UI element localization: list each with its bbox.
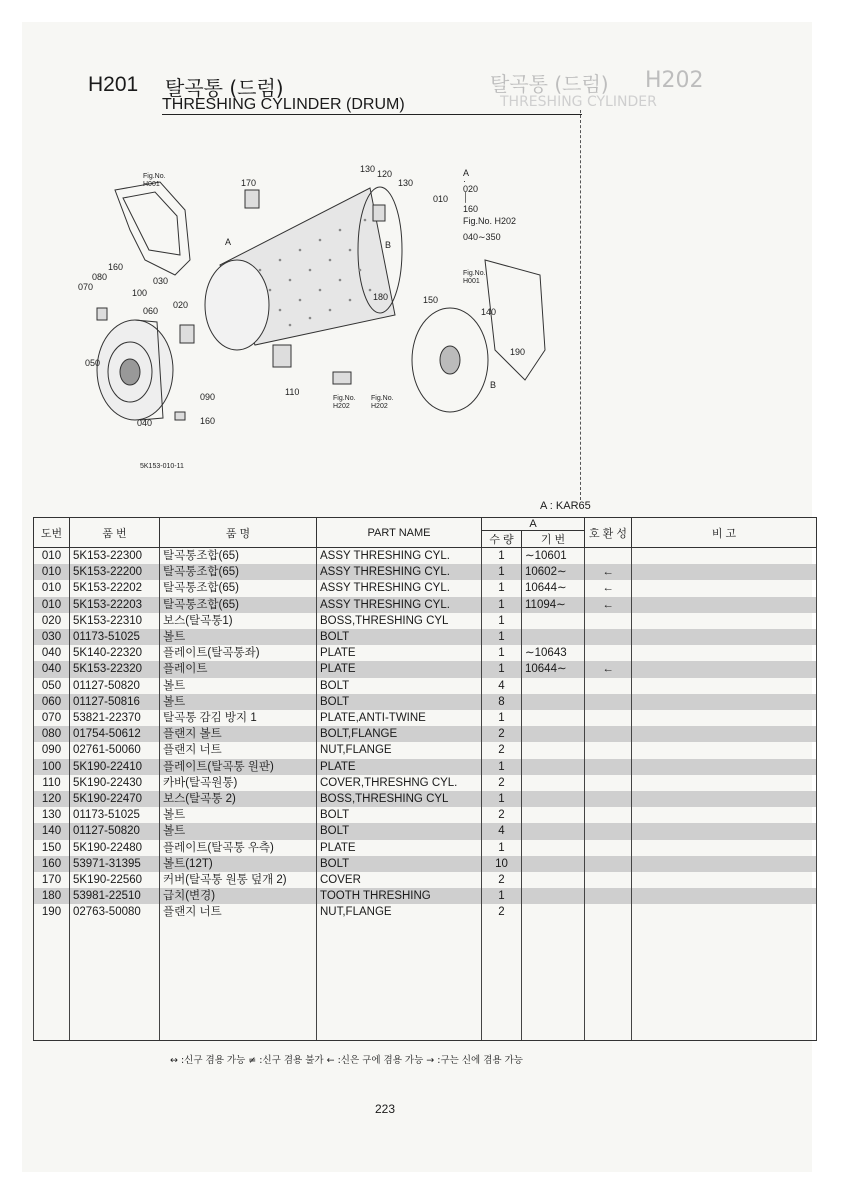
cell-qty: 1	[482, 564, 522, 580]
cell-part-name: BOLT	[317, 629, 482, 645]
label-160b: 160	[200, 416, 216, 426]
callout-figref: Fig.No. H202	[463, 216, 517, 226]
cell-no: 170	[34, 872, 70, 888]
cell-qty: 4	[482, 678, 522, 694]
cell-base: ∼10643	[522, 645, 585, 661]
cell-base	[522, 872, 585, 888]
cell-name-ko: 볼트(12T)	[160, 856, 317, 872]
cell-part-no: 53821-22370	[70, 710, 160, 726]
cell-qty: 2	[482, 904, 522, 920]
table-row	[34, 807, 817, 823]
cell-qty: 2	[482, 775, 522, 791]
cell-interchange	[585, 791, 632, 807]
cell-remarks	[632, 661, 817, 677]
cell-base	[522, 742, 585, 758]
cell-name-ko: 탈곡통조합(65)	[160, 564, 317, 580]
label-040: 040	[137, 418, 153, 428]
cell-name-ko: 플레이트(탈곡통 우측)	[160, 840, 317, 856]
table-row	[34, 548, 817, 565]
cell-no: 120	[34, 791, 70, 807]
cell-interchange	[585, 872, 632, 888]
label-030: 030	[153, 276, 169, 286]
callout-020: 020	[463, 184, 479, 194]
label-110: 110	[285, 387, 300, 397]
cell-part-no: 02763-50080	[70, 904, 160, 920]
cell-part-name: ASSY THRESHING CYL.	[317, 564, 482, 580]
table-row	[34, 629, 817, 645]
cell-interchange	[585, 742, 632, 758]
cell-remarks	[632, 904, 817, 920]
cell-part-name: BOLT,FLANGE	[317, 726, 482, 742]
table-row	[34, 661, 817, 677]
cell-part-no: 5K153-22300	[70, 548, 160, 565]
cell-name-ko: 플랜지 너트	[160, 904, 317, 920]
cell-interchange	[585, 548, 632, 565]
cell-part-name: PLATE	[317, 645, 482, 661]
left-frame-bracket	[115, 182, 190, 275]
cell-base	[522, 791, 585, 807]
cell-name-ko: 플랜지 볼트	[160, 726, 317, 742]
cell-interchange	[585, 904, 632, 920]
label-170: 170	[241, 178, 257, 188]
cell-base	[522, 840, 585, 856]
cell-name-ko: 볼트	[160, 678, 317, 694]
figref-1-code: H001	[143, 181, 160, 188]
header-group-a: A	[482, 518, 585, 531]
cell-qty: 1	[482, 597, 522, 613]
table-empty-space	[34, 921, 817, 1041]
table-row	[34, 726, 817, 742]
cell-no: 010	[34, 564, 70, 580]
cell-part-no: 5K153-22202	[70, 580, 160, 596]
header-interchange: 호 환 성	[585, 518, 632, 548]
cell-qty: 1	[482, 645, 522, 661]
figref-3-code: H202	[333, 403, 350, 410]
label-150: 150	[423, 295, 439, 305]
right-end-disc	[412, 308, 488, 412]
empty-cell	[70, 921, 160, 1041]
cell-qty: 2	[482, 726, 522, 742]
label-070: 070	[78, 282, 94, 292]
cell-qty: 1	[482, 840, 522, 856]
table-row	[34, 580, 817, 596]
cell-no: 140	[34, 823, 70, 839]
model-legend: A : KAR65	[540, 500, 591, 512]
cell-no: 060	[34, 694, 70, 710]
cell-part-name: TOOTH THRESHING	[317, 888, 482, 904]
cell-name-ko: 플레이트(탈곡통좌)	[160, 645, 317, 661]
cell-interchange: ←	[585, 564, 632, 580]
cell-name-ko: 탈곡통조합(65)	[160, 580, 317, 596]
cell-part-no: 5K190-22410	[70, 759, 160, 775]
table-row	[34, 888, 817, 904]
header-qty: 수 량	[482, 531, 522, 548]
cell-remarks	[632, 840, 817, 856]
cell-name-ko: 커버(탈곡통 원통 덮개 2)	[160, 872, 317, 888]
cell-name-ko: 보스(탈곡통 2)	[160, 791, 317, 807]
cell-part-no: 53981-22510	[70, 888, 160, 904]
bleed-through-title: 탈곡통 (드럼)	[490, 72, 609, 96]
label-080: 080	[92, 272, 108, 282]
cell-part-no: 5K153-22200	[70, 564, 160, 580]
cell-no: 150	[34, 840, 70, 856]
empty-cell	[317, 921, 482, 1041]
cell-part-name: ASSY THRESHING CYL.	[317, 580, 482, 596]
callout-dot: ·	[463, 176, 466, 186]
table-row	[34, 613, 817, 629]
cell-remarks	[632, 694, 817, 710]
label-190: 190	[510, 347, 526, 357]
cell-name-ko: 볼트	[160, 694, 317, 710]
table-row	[34, 791, 817, 807]
interchange-legend: ↔ :신구 겸용 가능 ≠ :신구 겸용 불가 ← :신은 구에 겸용 가능 → :구는 신에 겸용 가능	[170, 1055, 523, 1066]
empty-cell	[482, 921, 522, 1041]
section-title-english: THRESHING CYLINDER (DRUM)	[162, 96, 405, 113]
cell-interchange	[585, 856, 632, 872]
cell-part-name: PLATE	[317, 840, 482, 856]
section-title-korean: 탈곡통 (드럼)	[165, 76, 284, 100]
table-row	[34, 840, 817, 856]
callout-bar: │	[463, 192, 469, 202]
cell-remarks	[632, 856, 817, 872]
cell-no: 030	[34, 629, 70, 645]
cell-part-no: 02761-50060	[70, 742, 160, 758]
cell-remarks	[632, 888, 817, 904]
label-060: 060	[143, 306, 159, 316]
label-b2: B	[490, 380, 497, 390]
cell-part-no: 5K190-22480	[70, 840, 160, 856]
cell-interchange	[585, 823, 632, 839]
cell-remarks	[632, 823, 817, 839]
figref-2-code: H001	[463, 278, 480, 285]
empty-cell	[522, 921, 585, 1041]
callout-160: 160	[463, 204, 479, 214]
cell-no: 090	[34, 742, 70, 758]
cell-interchange	[585, 759, 632, 775]
label-160a: 160	[108, 262, 124, 272]
header-no: 도번	[34, 518, 70, 548]
cell-no: 160	[34, 856, 70, 872]
cell-base: 10602∼	[522, 564, 585, 580]
table-row	[34, 710, 817, 726]
empty-cell	[160, 921, 317, 1041]
cell-no: 010	[34, 548, 70, 565]
cell-part-name: BOLT	[317, 694, 482, 710]
table-row	[34, 775, 817, 791]
cell-part-name: PLATE	[317, 759, 482, 775]
table-row	[34, 872, 817, 888]
cell-base	[522, 694, 585, 710]
cell-remarks	[632, 742, 817, 758]
cell-base: ∼10601	[522, 548, 585, 565]
cell-base	[522, 823, 585, 839]
cell-part-no: 5K190-22470	[70, 791, 160, 807]
cell-base: 11094∼	[522, 597, 585, 613]
drawing-code: 5K153-010-11	[140, 463, 184, 470]
cell-interchange	[585, 726, 632, 742]
cell-base: 10644∼	[522, 580, 585, 596]
cell-qty: 1	[482, 548, 522, 565]
cell-no: 080	[34, 726, 70, 742]
cell-interchange: ←	[585, 580, 632, 596]
cell-remarks	[632, 564, 817, 580]
cell-part-no: 5K190-22430	[70, 775, 160, 791]
label-050: 050	[85, 358, 101, 368]
cell-qty: 2	[482, 807, 522, 823]
cell-qty: 2	[482, 742, 522, 758]
cell-qty: 1	[482, 791, 522, 807]
cell-interchange	[585, 710, 632, 726]
cell-part-name: PLATE	[317, 661, 482, 677]
cell-part-no: 01127-50820	[70, 823, 160, 839]
label-180: 180	[373, 292, 389, 302]
cell-part-no: 5K153-22310	[70, 613, 160, 629]
title-underline	[162, 114, 582, 115]
header-name-ko: 품 명	[160, 518, 317, 548]
cell-part-name: NUT,FLANGE	[317, 904, 482, 920]
cell-name-ko: 볼트	[160, 629, 317, 645]
cell-no: 020	[34, 613, 70, 629]
cell-part-no: 01173-51025	[70, 807, 160, 823]
label-130a: 130	[360, 164, 376, 174]
cell-base	[522, 629, 585, 645]
cell-name-ko: 플레이트	[160, 661, 317, 677]
cell-name-ko: 탈곡통조합(65)	[160, 597, 317, 613]
empty-cell	[34, 921, 70, 1041]
cell-remarks	[632, 613, 817, 629]
section-code: H201	[88, 73, 139, 96]
cell-part-name: ASSY THRESHING CYL.	[317, 548, 482, 565]
cell-name-ko: 탈곡통조합(65)	[160, 548, 317, 565]
table-row	[34, 694, 817, 710]
callout-010: 010	[433, 194, 449, 204]
cell-name-ko: 플레이트(탈곡통 원판)	[160, 759, 317, 775]
cell-base	[522, 904, 585, 920]
cell-qty: 1	[482, 710, 522, 726]
cell-no: 050	[34, 678, 70, 694]
cell-interchange	[585, 807, 632, 823]
cell-remarks	[632, 597, 817, 613]
header-base: 기 번	[522, 531, 585, 548]
label-130b: 130	[398, 178, 414, 188]
cell-name-ko: 플랜지 너트	[160, 742, 317, 758]
cell-qty: 1	[482, 613, 522, 629]
empty-cell	[585, 921, 632, 1041]
cell-no: 180	[34, 888, 70, 904]
cell-name-ko: 카바(탈곡원통)	[160, 775, 317, 791]
cell-remarks	[632, 580, 817, 596]
cell-part-name: COVER	[317, 872, 482, 888]
label-120: 120	[377, 169, 393, 179]
cell-interchange	[585, 888, 632, 904]
cell-base	[522, 888, 585, 904]
cell-part-no: 01754-50612	[70, 726, 160, 742]
cell-remarks	[632, 645, 817, 661]
cell-qty: 1	[482, 629, 522, 645]
cell-base	[522, 726, 585, 742]
figref-3-label: Fig.No.	[333, 395, 356, 402]
bleed-through-code: H202	[645, 68, 704, 93]
cell-name-ko: 탈곡통 감김 방지 1	[160, 710, 317, 726]
cell-part-no: 5K190-22560	[70, 872, 160, 888]
parts-table	[33, 517, 817, 1041]
table-row	[34, 904, 817, 920]
cell-interchange	[585, 840, 632, 856]
cell-qty: 1	[482, 580, 522, 596]
table-row	[34, 856, 817, 872]
cell-part-no: 53971-31395	[70, 856, 160, 872]
cell-no: 040	[34, 645, 70, 661]
cell-part-no: 01127-50816	[70, 694, 160, 710]
cell-base	[522, 710, 585, 726]
cell-part-no: 01127-50820	[70, 678, 160, 694]
cell-remarks	[632, 726, 817, 742]
header-part-no: 품 번	[70, 518, 160, 548]
cell-remarks	[632, 759, 817, 775]
table-row	[34, 597, 817, 613]
label-020: 020	[173, 300, 189, 310]
cell-part-no: 01173-51025	[70, 629, 160, 645]
cell-part-name: PLATE,ANTI-TWINE	[317, 710, 482, 726]
exploded-parts-diagram	[45, 150, 585, 480]
cell-qty: 1	[482, 661, 522, 677]
table-row	[34, 564, 817, 580]
cell-name-ko: 볼트	[160, 823, 317, 839]
callout-a: A	[463, 168, 470, 178]
cell-qty: 2	[482, 872, 522, 888]
cell-remarks	[632, 775, 817, 791]
cell-no: 190	[34, 904, 70, 920]
cell-base	[522, 613, 585, 629]
cell-base	[522, 775, 585, 791]
cell-part-name: COVER,THRESHNG CYL.	[317, 775, 482, 791]
label-140: 140	[481, 307, 497, 317]
cell-part-name: BOLT	[317, 823, 482, 839]
table-row	[34, 742, 817, 758]
cell-part-name: BOSS,THRESHING CYL	[317, 791, 482, 807]
cell-interchange	[585, 629, 632, 645]
cell-remarks	[632, 678, 817, 694]
cell-base	[522, 856, 585, 872]
cell-interchange	[585, 678, 632, 694]
callout-range: 040∼350	[463, 232, 501, 242]
cell-part-name: NUT,FLANGE	[317, 742, 482, 758]
cell-part-name: BOLT	[317, 678, 482, 694]
cell-qty: 10	[482, 856, 522, 872]
table-row	[34, 759, 817, 775]
scan-binding-margin	[0, 0, 22, 1190]
cell-no: 070	[34, 710, 70, 726]
cell-interchange: ←	[585, 597, 632, 613]
cell-remarks	[632, 807, 817, 823]
cell-no: 010	[34, 580, 70, 596]
cell-qty: 4	[482, 823, 522, 839]
cell-name-ko: 볼트	[160, 807, 317, 823]
header-part-name: PART NAME	[317, 518, 482, 548]
cell-qty: 8	[482, 694, 522, 710]
cell-base	[522, 678, 585, 694]
label-090: 090	[200, 392, 216, 402]
cell-part-no: 5K153-22320	[70, 661, 160, 677]
table-row	[34, 645, 817, 661]
cell-interchange: ←	[585, 661, 632, 677]
table-row	[34, 823, 817, 839]
page-number: 223	[375, 1102, 396, 1116]
header-remarks: 비 고	[632, 518, 817, 548]
table-row	[34, 678, 817, 694]
cell-part-name: BOSS,THRESHING CYL	[317, 613, 482, 629]
cell-interchange	[585, 694, 632, 710]
cell-name-ko: 보스(탈곡통1)	[160, 613, 317, 629]
cell-remarks	[632, 791, 817, 807]
cell-interchange	[585, 775, 632, 791]
cell-base: 10644∼	[522, 661, 585, 677]
cell-remarks	[632, 710, 817, 726]
empty-cell	[632, 921, 817, 1041]
left-end-disc	[97, 320, 173, 420]
figref-4-label: Fig.No.	[371, 395, 394, 402]
cell-part-name: ASSY THRESHING CYL.	[317, 597, 482, 613]
cell-part-name: BOLT	[317, 807, 482, 823]
cell-qty: 1	[482, 759, 522, 775]
cell-qty: 1	[482, 888, 522, 904]
cell-remarks	[632, 548, 817, 565]
cell-no: 010	[34, 597, 70, 613]
cell-interchange	[585, 645, 632, 661]
cell-no: 100	[34, 759, 70, 775]
cell-no: 130	[34, 807, 70, 823]
cell-remarks	[632, 872, 817, 888]
figref-4-code: H202	[371, 403, 388, 410]
cell-no: 110	[34, 775, 70, 791]
cell-base	[522, 759, 585, 775]
label-100: 100	[132, 288, 148, 298]
figref-1-label: Fig.No.	[143, 173, 166, 180]
cell-remarks	[632, 629, 817, 645]
drum-cylinder	[205, 187, 402, 350]
label-b1: B	[385, 240, 392, 250]
bleed-through-subtitle: THRESHING CYLINDER	[500, 94, 657, 110]
cell-name-ko: 급치(변경)	[160, 888, 317, 904]
cell-part-no: 5K140-22320	[70, 645, 160, 661]
cell-interchange	[585, 613, 632, 629]
figref-2-label: Fig.No.	[463, 270, 486, 277]
right-frame-bracket	[485, 260, 545, 380]
cell-no: 040	[34, 661, 70, 677]
cell-part-name: BOLT	[317, 856, 482, 872]
cell-part-no: 5K153-22203	[70, 597, 160, 613]
cell-base	[522, 807, 585, 823]
label-a: A	[225, 237, 232, 247]
